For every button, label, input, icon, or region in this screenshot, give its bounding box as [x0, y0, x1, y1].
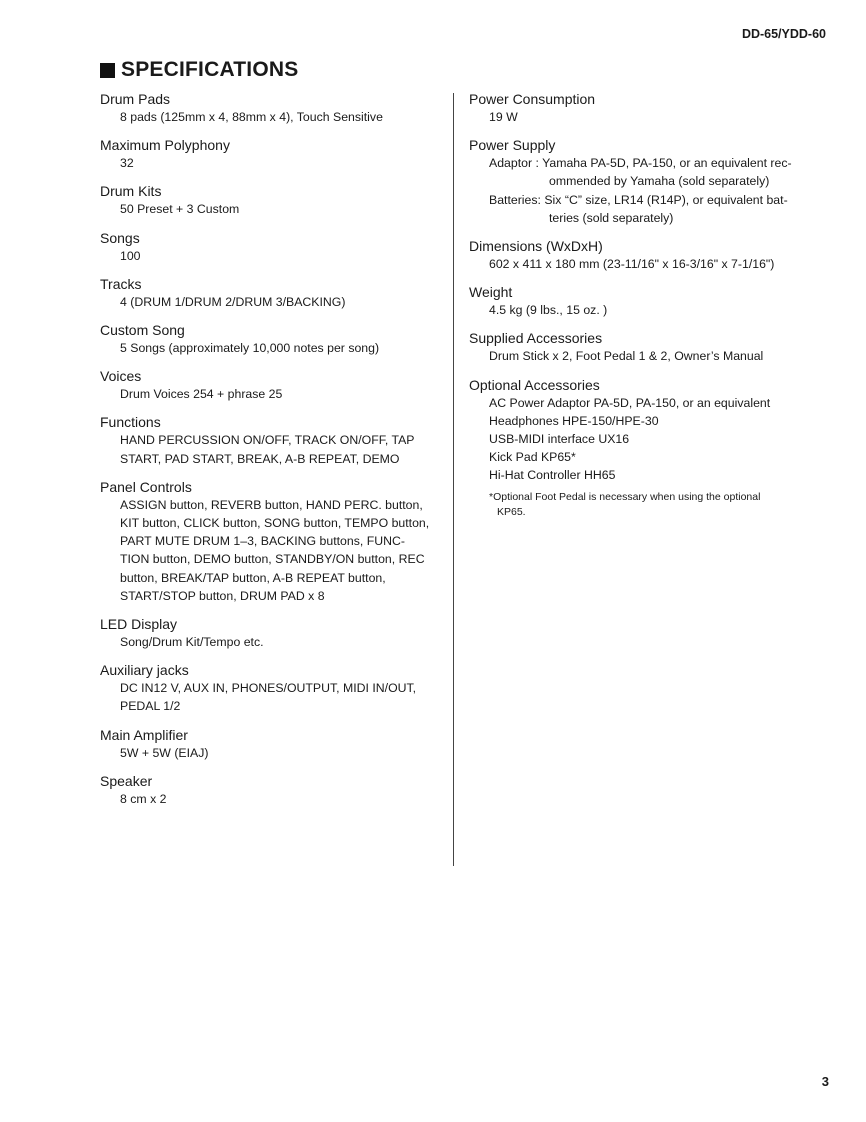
spec-value: Drum Stick x 2, Foot Pedal 1 & 2, Owner’s Manual [489, 349, 764, 364]
spec-label: Optional Accessories [469, 376, 600, 393]
spec-item [100, 136, 450, 172]
spec-label: Maximum Polyphony [100, 137, 230, 154]
spec-value: 5W + 5W (EIAJ) [120, 745, 209, 760]
footnote-line: *Optional Foot Pedal is necessary when using the optional [489, 490, 761, 503]
spec-item [100, 182, 450, 218]
spec-label: Drum Pads [100, 91, 171, 107]
spec-value: 19 W [489, 110, 518, 124]
spec-label: Functions [100, 414, 161, 431]
spec-value: 8 pads (125mm x 4, 88mm x 4), Touch Sensitive [120, 110, 383, 124]
spec-value: START, PAD START, BREAK, A-B REPEAT, DEMO [120, 451, 400, 466]
footnote-line-cont: KP65. [497, 506, 526, 519]
spec-item [100, 275, 450, 311]
spec-item [100, 615, 450, 651]
spec-dimensions [469, 237, 819, 273]
adaptor-line-cont: ommended by Yamaha (sold separately) [549, 174, 770, 189]
spec-power-supply [469, 136, 819, 227]
spec-label: Dimensions (WxDxH) [469, 238, 603, 255]
spec-value: 32 [120, 156, 134, 171]
spec-power-consumption [469, 90, 819, 126]
spec-value: 100 [120, 248, 141, 263]
spec-value: DC IN12 V, AUX IN, PHONES/OUTPUT, MIDI IN/OUT, [120, 681, 417, 696]
spec-value: HAND PERCUSSION ON/OFF, TRACK ON/OFF, TAP [120, 433, 415, 448]
spec-item [100, 229, 450, 265]
spec-optional-accessories [469, 376, 819, 521]
spec-label: Auxiliary jacks [100, 662, 189, 679]
spec-weight [469, 283, 819, 319]
spec-value: ASSIGN button, REVERB button, HAND PERC. button, [120, 497, 423, 512]
spec-value: 602 x 411 x 180 mm (23-11/16" x 16-3/16" x 7-1/16") [489, 257, 775, 272]
spec-label: Drum Kits [100, 183, 162, 200]
optional-accessory-item: Hi-Hat Controller HH65 [489, 468, 616, 483]
square-bullet-icon [100, 63, 115, 78]
spec-supplied-accessories [469, 329, 819, 365]
spec-value: 50 Preset + 3 Custom [120, 202, 240, 217]
spec-label: Power Supply [469, 137, 556, 154]
spec-label: Main Amplifier [100, 726, 188, 743]
spec-label: Weight [469, 284, 513, 301]
optional-accessory-item: Headphones HPE-150/HPE-30 [489, 413, 659, 428]
page-title-text: SPECIFICATIONS [121, 58, 299, 81]
spec-label: Songs [100, 229, 140, 246]
spec-value: 8 cm x 2 [120, 791, 167, 806]
spec-label: Voices [100, 368, 142, 385]
spec-value: Drum Voices 254 + phrase 25 [120, 387, 283, 402]
page-number: 3 [821, 1074, 829, 1089]
page-title [100, 58, 298, 82]
spec-item [100, 772, 450, 808]
footnote [469, 490, 819, 521]
batteries-line: Batteries: Six “C” size, LR14 (R14P), or equivalent bat- [489, 192, 788, 207]
spec-value: KIT button, CLICK button, SONG button, TEMPO button, [120, 516, 430, 531]
spec-label: Supplied Accessories [469, 330, 603, 347]
spec-value: PART MUTE DRUM 1–3, BACKING buttons, FUNC- [120, 534, 405, 549]
optional-accessory-item: Kick Pad KP65* [489, 450, 576, 465]
right-spec-column [469, 90, 819, 531]
optional-accessory-item: USB-MIDI interface UX16 [489, 432, 630, 447]
spec-value: Song/Drum Kit/Tempo etc. [120, 635, 264, 650]
spec-value: 4 (DRUM 1/DRUM 2/DRUM 3/BACKING) [120, 294, 346, 309]
adaptor-line: Adaptor : Yamaha PA-5D, PA-150, or an equivalent rec- [489, 156, 792, 171]
column-divider [453, 93, 454, 866]
spec-label: Speaker [100, 772, 153, 789]
spec-item [100, 367, 450, 403]
left-spec-column [100, 90, 450, 818]
spec-label: LED Display [100, 616, 178, 633]
model-code: DD-65/YDD-60 [741, 27, 826, 41]
spec-label: Power Consumption [469, 91, 596, 107]
spec-item [100, 413, 450, 467]
spec-value: START/STOP button, DRUM PAD x 8 [120, 588, 325, 603]
spec-item [100, 661, 450, 715]
optional-accessory-item: AC Power Adaptor PA-5D, PA-150, or an equivalent [489, 395, 771, 410]
spec-value: button, BREAK/TAP button, A-B REPEAT button, [120, 570, 386, 585]
spec-value: PEDAL 1/2 [120, 699, 181, 714]
spec-label: Tracks [100, 275, 142, 292]
spec-item [100, 90, 450, 126]
spec-item [100, 726, 450, 762]
spec-value: 5 Songs (approximately 10,000 notes per song) [120, 341, 380, 356]
spec-value: 4.5 kg (9 lbs., 15 oz. ) [489, 303, 608, 318]
spec-label: Custom Song [100, 322, 185, 339]
spec-label: Panel Controls [100, 478, 192, 495]
spec-item [100, 478, 450, 605]
power-supply-details [469, 154, 819, 227]
spec-value: TION button, DEMO button, STANDBY/ON button, REC [120, 552, 425, 567]
spec-item [100, 321, 450, 357]
batteries-line-cont: teries (sold separately) [549, 210, 674, 225]
